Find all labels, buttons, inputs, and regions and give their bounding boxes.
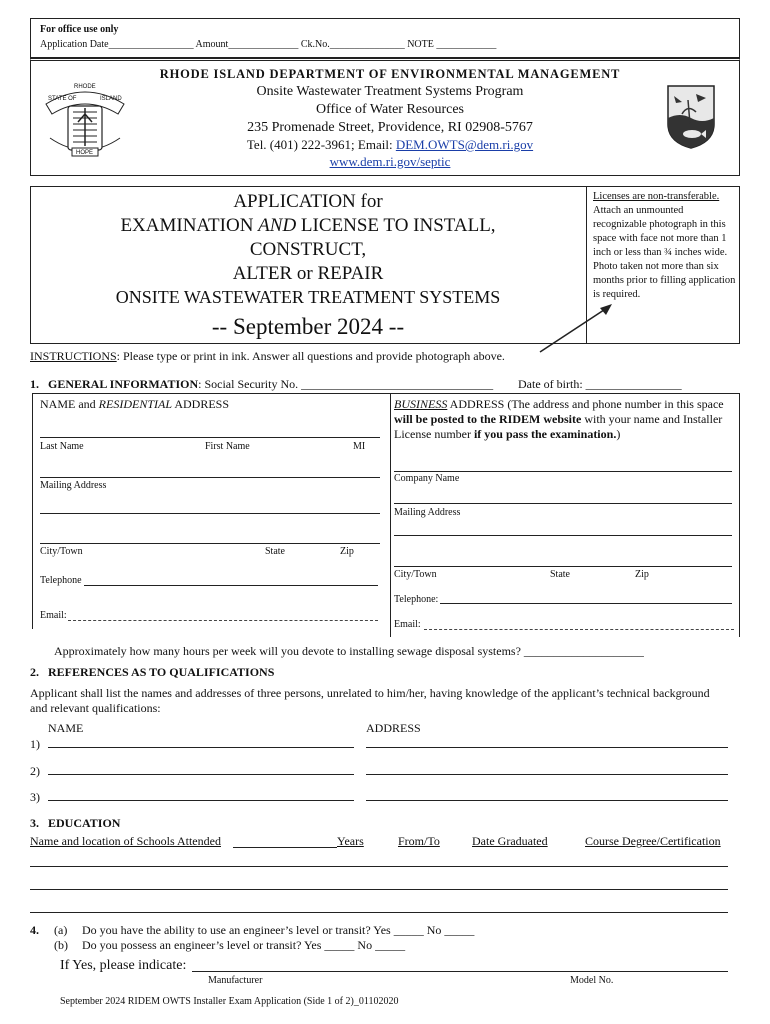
name-heading (40, 397, 229, 412)
photo-box-instructions: Attach an unmounted recognizable photograph in this space with face not more than 1 inch or less than ¾ inches wide. Photo taken not more than six months prior to filling application is required. (593, 205, 736, 300)
reference-2-label: 2) (30, 764, 40, 778)
manufacturer-label: Manufacturer (208, 975, 263, 986)
education-col-schools: Name and location of Schools Attended (30, 834, 221, 848)
business-heading-d: will be posted to the RIDEM website (394, 412, 582, 426)
business-city-state-zip-field[interactable] (394, 553, 732, 567)
office-use-fields: Application Date_________________ Amount______________ Ck.No._______________ NOTE ____________ (40, 39, 497, 50)
if-yes-label: If Yes, please indicate: (60, 958, 187, 973)
education-col-years: Years (337, 834, 364, 848)
name-heading-c: ADDRESS (172, 397, 230, 411)
instructions-label: INSTRUCTIONS (30, 349, 117, 363)
email-field[interactable] (68, 607, 378, 621)
instructions (30, 349, 505, 364)
state-label: State (265, 546, 285, 557)
section-3-label: EDUCATION (48, 816, 121, 830)
q4b-question[interactable]: Do you possess an engineer’s level or transit? Yes _____ No _____ (82, 938, 406, 952)
business-heading-f: if you pass the examination. (473, 427, 617, 441)
education-col-underline (233, 847, 337, 848)
title-line-2b: AND (258, 215, 297, 236)
section-4-number: 4. (30, 923, 39, 937)
seal-text-left: STATE OF (48, 96, 77, 102)
city-state-zip-field[interactable] (40, 530, 380, 544)
reference-1-label: 1) (30, 737, 40, 751)
education-col-degree: Course Degree/Certification (585, 834, 721, 848)
dem-logo-icon (666, 84, 716, 150)
title-line-5: ONSITE WASTEWATER TREATMENT SYSTEMS (115, 287, 501, 307)
manufacturer-model-field[interactable] (192, 958, 728, 972)
business-heading-a: BUSINESS (394, 397, 448, 411)
name-field[interactable] (40, 424, 380, 438)
office-use-heading: For office use only (40, 24, 119, 35)
telephone-field[interactable] (84, 572, 378, 586)
seal-text-top: RHODE (74, 84, 96, 90)
website-line (120, 154, 660, 170)
website-link[interactable]: www.dem.ri.gov/septic (329, 154, 451, 169)
title-line-4: ALTER or REPAIR (232, 263, 384, 284)
title-line-2 (30, 215, 586, 237)
edition-date: -- September 2024 -- (211, 314, 405, 339)
education-row-1[interactable] (30, 853, 728, 867)
section-1-heading (30, 377, 493, 392)
seal-text-right: ISLAND (100, 96, 122, 102)
education-col-from-to: From/To (398, 834, 440, 848)
reference-2-address[interactable] (366, 761, 728, 775)
state-seal-graphic (38, 78, 132, 160)
address: 235 Promenade Street, Providence, RI 02908-5767 (247, 120, 533, 135)
section-3-heading (30, 816, 120, 831)
first-name-label: First Name (205, 441, 250, 452)
seal-text-bottom: HOPE (76, 150, 94, 156)
tel-text: Tel. (401) 222-3961; Email: (246, 137, 396, 152)
state-seal (38, 78, 132, 160)
business-heading-b: ADDRESS ( (447, 397, 512, 411)
ssn-field[interactable]: : Social Security No. ________________________________ (198, 377, 494, 391)
title-line-3: CONSTRUCT, (249, 239, 367, 260)
section-2-label: REFERENCES AS TO QUALIFICATIONS (48, 665, 275, 679)
business-heading-g: ) (616, 427, 621, 441)
arrow-icon (536, 298, 618, 358)
reference-3-label: 3) (30, 790, 40, 804)
reference-2-name[interactable] (48, 761, 354, 775)
name-heading-a: NAME and (40, 397, 99, 411)
dem-logo (666, 84, 716, 150)
references-instructions: Applicant shall list the names and addresses of three persons, unrelated to him/her, having knowledge of the applicant’s technical background and relevant qualifications: (30, 686, 710, 715)
mi-label: MI (353, 441, 366, 452)
office-name: Office of Water Resources (315, 102, 465, 117)
business-state-label: State (550, 569, 570, 580)
business-mailing-field-2[interactable] (394, 522, 732, 536)
section-3-number: 3. (30, 816, 39, 830)
mailing-address-field-2[interactable] (40, 500, 380, 514)
reference-1-name[interactable] (48, 734, 354, 748)
city-label: City/Town (40, 546, 83, 557)
section-1-number: 1. (30, 377, 39, 391)
business-heading-c: The address and phone number in this space (511, 397, 724, 411)
telephone-label: Telephone (40, 575, 82, 586)
business-email-field[interactable] (424, 616, 734, 630)
office-use-box (30, 18, 740, 58)
email-label: Email: (40, 610, 67, 621)
education-row-2[interactable] (30, 876, 728, 890)
email-link[interactable]: DEM.OWTS@dem.ri.gov (395, 137, 534, 152)
reference-3-name[interactable] (48, 787, 354, 801)
page-footer: September 2024 RIDEM OWTS Installer Exam Application (Side 1 of 2)_01102020 (60, 996, 399, 1007)
business-telephone-field[interactable] (440, 590, 732, 604)
business-heading-e: with your name and Installer License number (394, 412, 723, 441)
business-heading (394, 397, 736, 442)
section-1-label: GENERAL INFORMATION (48, 377, 199, 391)
company-name-label: Company Name (394, 473, 460, 484)
dob-field[interactable]: Date of birth: ________________ (518, 377, 682, 391)
education-row-3[interactable] (30, 899, 728, 913)
department-name: RHODE ISLAND DEPARTMENT OF ENVIRONMENTAL MANAGEMENT (159, 67, 621, 81)
model-label: Model No. (570, 975, 614, 986)
q4a-question[interactable]: Do you have the ability to use an engineer’s level or transit? Yes _____ No _____ (82, 923, 475, 937)
section-2-number: 2. (30, 665, 39, 679)
reference-3-address[interactable] (366, 787, 728, 801)
hours-question[interactable]: Approximately how many hours per week will you devote to installing sewage disposal systems? ____________________ (54, 644, 644, 658)
last-name-label: Last Name (40, 441, 84, 452)
mailing-address-field[interactable] (40, 464, 380, 478)
q4a-label: (a) (54, 923, 68, 937)
title-line-2c: LICENSE TO INSTALL, (296, 215, 496, 236)
zip-label: Zip (340, 546, 354, 557)
education-col-date-graduated: Date Graduated (472, 834, 548, 848)
title-line-2a: EXAMINATION (120, 215, 259, 236)
title-line-1: APPLICATION for (233, 191, 383, 212)
company-name-field[interactable] (394, 458, 732, 472)
contact-line (120, 137, 660, 153)
business-email-label: Email: (394, 619, 421, 630)
reference-name-header: NAME (48, 721, 84, 735)
business-mailing-field[interactable] (394, 490, 732, 504)
mailing-address-label: Mailing Address (40, 480, 107, 491)
business-telephone-label: Telephone: (394, 594, 439, 605)
business-mailing-label: Mailing Address (394, 507, 461, 518)
q4b-label: (b) (54, 938, 68, 952)
photo-box-note: Licenses are non-transferable. (593, 191, 720, 202)
instructions-text: : Please type or print in ink. Answer all questions and provide photograph above. (116, 349, 505, 363)
business-zip-label: Zip (635, 569, 649, 580)
business-city-label: City/Town (394, 569, 437, 580)
reference-1-address[interactable] (366, 734, 728, 748)
name-heading-b: RESIDENTIAL (98, 397, 173, 411)
section-2-heading (30, 665, 274, 680)
reference-address-header: ADDRESS (366, 721, 421, 735)
program-name: Onsite Wastewater Treatment Systems Program (256, 84, 524, 99)
